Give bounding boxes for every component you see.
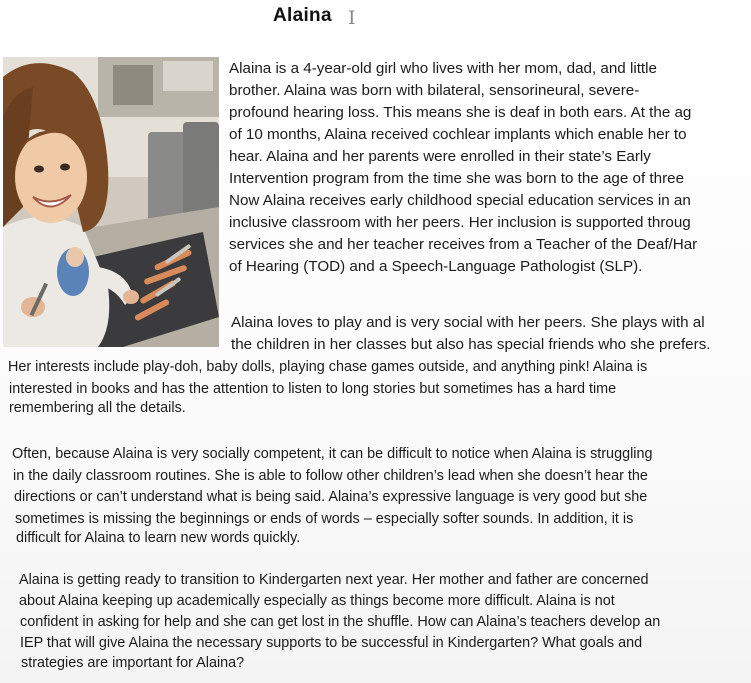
text-line: IEP that will give Alaina the necessary supports to be successful in Kindergarten? What goals and: [20, 635, 643, 651]
text-line: remembering all the details.: [9, 400, 186, 416]
text-line: Alaina is getting ready to transition to Kindergarten next year. Her mother and father are concerned: [19, 572, 649, 588]
text-line: services she and her teacher receives from a Teacher of the Deaf/Har: [229, 236, 698, 253]
text-line: Now Alaina receives early childhood special education services in an: [229, 192, 691, 209]
text-line: of 10 months, Alaina received cochlear implants which enable her to: [229, 126, 687, 143]
text-line: profound hearing loss. This means she is deaf in both ears. At the ag: [229, 104, 692, 121]
text-line: brother. Alaina was born with bilateral, sensorineural, severe-: [229, 82, 640, 99]
text-line: sometimes is missing the beginnings or ends of words – especially softer sounds. In addition, it is: [15, 511, 634, 527]
text-line: difficult for Alaina to learn new words quickly.: [16, 530, 301, 546]
text-cursor-icon: I: [348, 7, 356, 29]
text-line: confident in asking for help and she can get lost in the shuffle. How can Alaina’s teachers develop an: [20, 614, 661, 630]
text-line: Her interests include play-doh, baby dolls, playing chase games outside, and anything pink! Alaina is: [8, 359, 648, 375]
text-line: Often, because Alaina is very socially competent, it can be difficult to notice when Alaina is struggling: [12, 446, 653, 462]
page-title: Alaina: [273, 5, 332, 26]
text-line: Intervention program from the time she was born to the age of three: [229, 170, 685, 187]
text-line: interested in books and has the attention to listen to long stories but sometimes has a hard time: [9, 381, 617, 397]
text-line: strategies are important for Alaina?: [21, 655, 245, 671]
child-photo: [3, 57, 219, 347]
text-line: in the daily classroom routines. She is able to follow other children’s lead when she doesn’t hear the: [13, 468, 648, 484]
text-line: Alaina loves to play and is very social with her peers. She plays with al: [231, 314, 705, 331]
text-line: the children in her classes but also has special friends who she prefers.: [231, 336, 711, 353]
text-line: Alaina is a 4-year-old girl who lives with her mom, dad, and little: [229, 60, 657, 77]
text-line: about Alaina keeping up academically especially as things become more difficult. Alaina is not: [19, 593, 615, 609]
text-line: of Hearing (TOD) and a Speech-Language Pathologist (SLP).: [229, 258, 643, 275]
text-line: hear. Alaina and her parents were enrolled in their state’s Early: [229, 148, 651, 165]
text-line: directions or can’t understand what is being said. Alaina’s expressive language is very good but she: [14, 489, 648, 505]
text-line: inclusive classroom with her peers. Her inclusion is supported throug: [229, 214, 691, 231]
